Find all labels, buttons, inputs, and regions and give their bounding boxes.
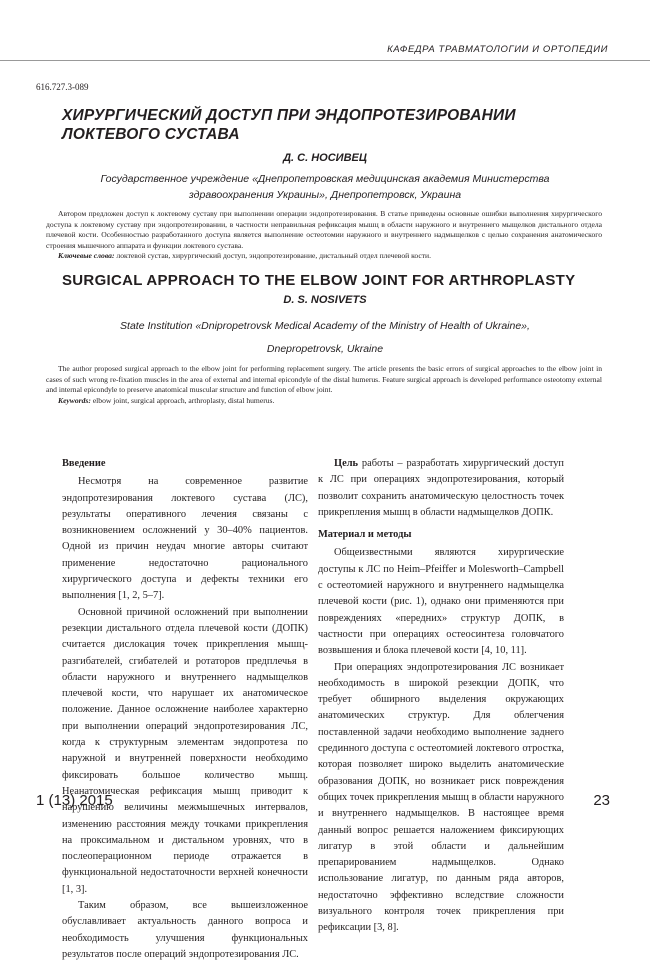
header-rule [0, 60, 650, 61]
aim-label: Цель [334, 458, 359, 469]
keywords-en-label: Keywords: [58, 395, 91, 405]
running-header: КАФЕДРА ТРАВМАТОЛОГИИ И ОРТОПЕДИИ [387, 44, 608, 55]
abstract-en [46, 364, 602, 406]
paragraph: Несмотря на современное развитие эндопротезирования локтевого сустава (ЛС), результаты оперативного лечения связаны с возникновением осложнений у 30–40% пациентов. Одной из причин неудач многие авторы считают применение недостаточно рационального хирургического доступа и дефекты техники его выполнения [1, 2, 5–7]. [62, 476, 308, 602]
page-number: 23 [593, 792, 610, 809]
left-column [62, 456, 308, 963]
keywords-en-text: elbow joint, surgical approach, arthroplasty, distal humerus. [92, 395, 275, 405]
aim-text: работы – разработать хирургический доступ к ЛС при операциях эндопротезирования, который позволит сохранить анатомическую целостность точек прикрепления мышц в области надмыщелков ДОПК. [318, 458, 564, 518]
author-ru: Д. С. НОСИВЕЦ [283, 152, 367, 164]
article-title-ru: ХИРУРГИЧЕСКИЙ ДОСТУП ПРИ ЭНДОПРОТЕЗИРОВАНИИ ЛОКТЕВОГО СУСТАВА [62, 107, 516, 143]
institution-en-line1: State Institution «Dnipropetrovsk Medical Academy of the Ministry of Health of Ukraine», [120, 320, 530, 332]
udc-code: 616.727.3-089 [36, 82, 89, 92]
institution-ru: Государственное учреждение «Днепропетровская медицинская академия Министерства здравоохранения Украины», Днепропетровск, Украина [100, 173, 550, 201]
aim-paragraph [318, 456, 564, 521]
keywords-ru-text: локтевой сустав, хирургический доступ, эндопротезирование, дистальный отдел плечевой кости. [116, 251, 432, 261]
institution-en-line2: Dnepropetrovsk, Ukraine [266, 343, 384, 355]
intro-heading: Введение [62, 458, 106, 469]
abstract-en-text: The author proposed surgical approach to the elbow joint for performing replacement surgery. The article presents the basic errors of surgical approaches to the elbow joint in cases of such wrong re-fixation muscles in the area of external and internal epicondyle of the distal humerus. Feature surgical approach is developed performance osteotomy external and internal epicondyle to preserve anatomical muscular structure and function of elbow joint. [46, 364, 602, 395]
right-column [318, 456, 564, 937]
paragraph: При операциях эндопротезирования ЛС возникает необходимость в широкой резекции ДОПК, что требует обширного выделения окружающих анатомических структур. Для облегчения поставленной задачи необходимо выполнение заднего срединного доступа с остеотомией локтевого отростка, которая позволяет широко выделить анатомические образования ДОПК, но возникает риск повреждения общих точек прикрепления мышц в области наружного и внутреннего надмыщелков. В настоящее время данный вопрос решается наложением фиксирующих лигатур в этой области и дальнейшим препарированием надмыщелков. Однако использование лигатур, по данным ряда авторов, недостаточно эффективно вследствие сложности визуального контроля точек прикрепления при рефиксации [3, 8]. [318, 661, 564, 934]
author-en: D. S. NOSIVETS [283, 294, 367, 306]
keywords-ru [46, 251, 602, 262]
paragraph: Общеизвестными являются хирургические доступы к ЛС по Heim–Pfeiffer и Molesworth–Campbell с остеотомией наружного и внутреннего надмыщелка плечевой кости (рис. 1), однако они применяются при повреждениях «передних» структур ДОПК, в частности при операциях остеосинтеза головчатого возвышения и блока плечевой кости [4, 10, 11]. [318, 547, 564, 657]
abstract-ru-text: Автором предложен доступ к локтевому суставу при выполнении операции эндопротезирования. В статье приведены основные ошибки выполнения хирургического доступа к локтевому суставу при эндопротезировании, в частности неправильная рефиксация мышц в области наружного и внутреннего мыщелков дистального отдела плечевой кости. Особенностью разработанного доступа является выполнение остеотомии наружного и внутреннего надмыщелков с целью сохранения анатомического строения мышечного аппарата и функции локтевого сустава. [46, 209, 602, 250]
keywords-en [46, 396, 602, 407]
paragraph: Основной причиной осложнений при выполнении резекции дистального отдела плечевой кости (ДОПК) считается дислокация точек прикрепления мышц-разгибателей, сгибателей и ротаторов предплечья в области наружного и внутреннего надмыщелков плечевой кости, что нарушает их анатомическое положение. Данное осложнение наиболее характерно при выполнении операций эндопротезирования ЛС, когда к структурным элементам эндопротеза по наружной и внутренней поверхности необходимо фиксировать большое количество мышц. Неанатомическая рефиксация мышц приводит к нарушению величины межмышечных интервалов, изменению расстояния между точками прикрепления на проксимальном и дистальном уровнях, что в послеоперационном периоде отражается в функциональной недостаточности верхней конечности [1, 3]. [62, 606, 308, 895]
abstract-ru [46, 209, 602, 262]
methods-heading: Материал и методы [318, 529, 412, 541]
paragraph: Таким образом, все вышеизложенное обуславливает актуальность данного вопроса и необходимость улучшения функциональных результатов после операций эндопротезирования ЛС. [62, 900, 308, 960]
issue-number: 1 (13) 2015 [36, 792, 113, 809]
keywords-ru-label: Ключевые слова: [58, 251, 115, 261]
article-title-en: SURGICAL APPROACH TO THE ELBOW JOINT FOR ARTHROPLASTY [62, 272, 576, 289]
